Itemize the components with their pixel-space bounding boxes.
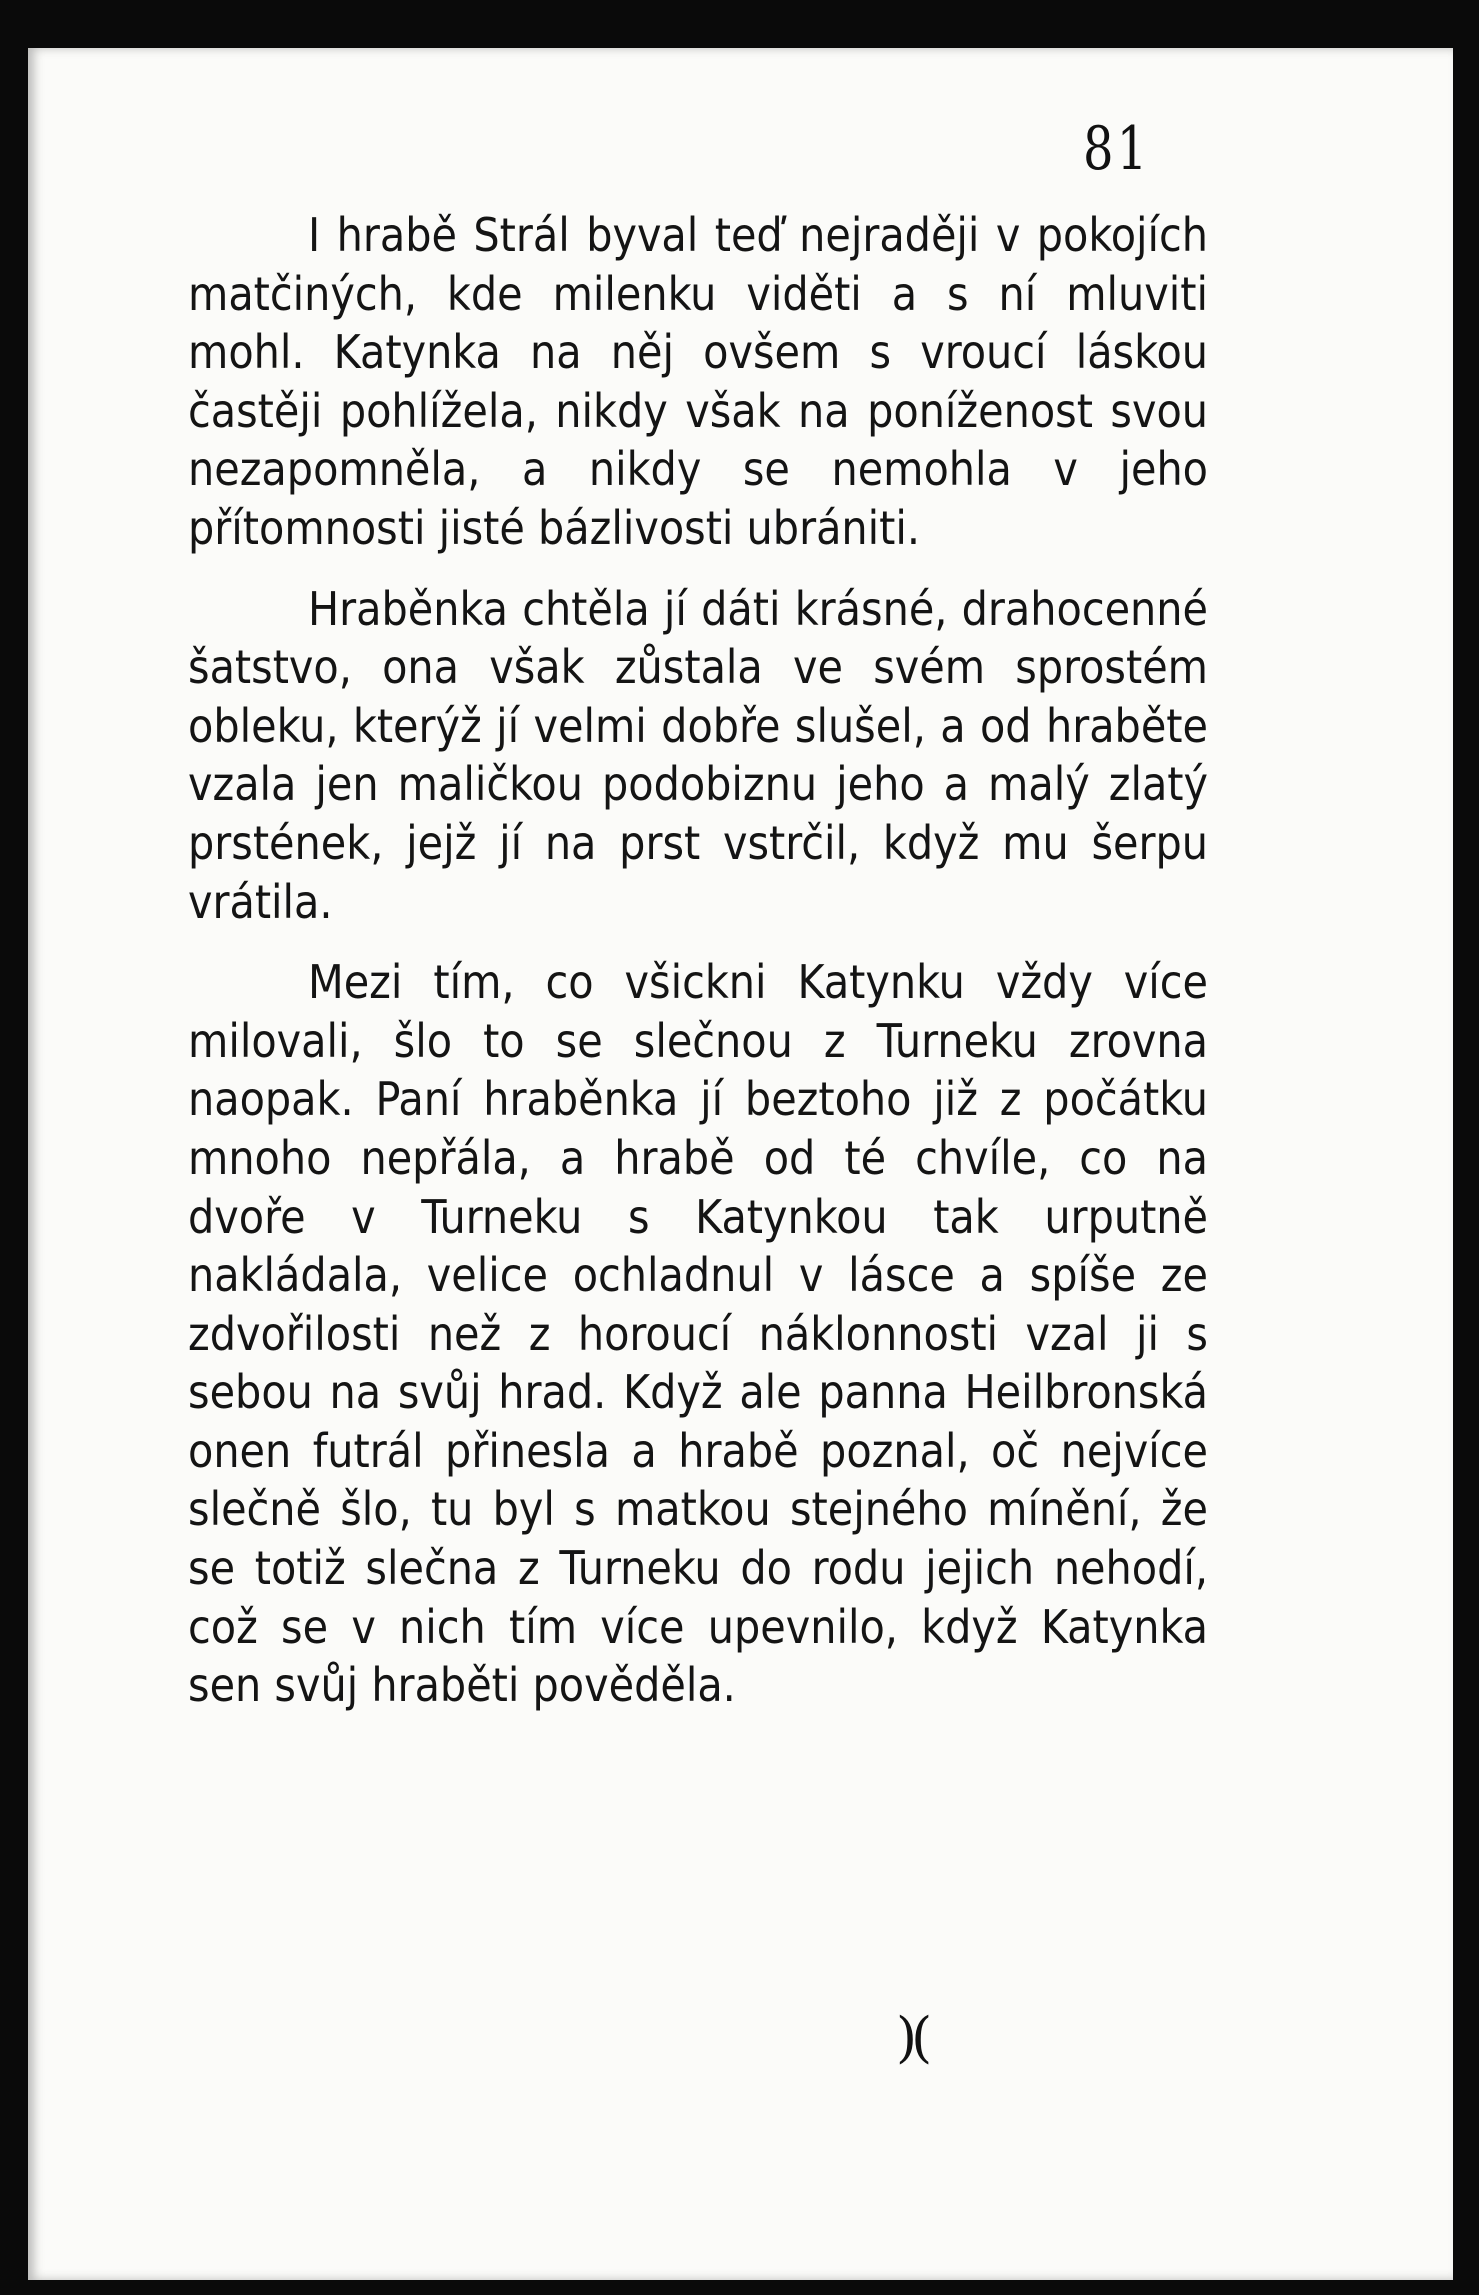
- page-number: 81: [1083, 114, 1151, 184]
- paragraph-2: Hraběnka chtěla jí dáti krásné, drahocenné šatstvo, ona však zůstala ve svém sprostém obleku, kterýž jí velmi dobře slušel, a od hraběte vzala jen maličkou podobiznu jeho a malý zlatý prstének, jejž jí na prst vstrčil, když mu šerpu vrátila.: [188, 581, 1208, 929]
- book-page: [28, 48, 1453, 2280]
- body-text: [188, 206, 1208, 1715]
- end-ornament: )(: [896, 2006, 927, 2069]
- paragraph-3: Mezi tím, co všickni Katynku vždy více milovali, šlo to se slečnou z Turneku zrovna naopak. Paní hraběnka jí beztoho již z počátku mnoho nepřála, a hrabě od té chvíle, co na dvoře v Turneku s Katynkou tak urputně nakládala, velice ochladnul v lásce a spíše ze zdvořilosti než z horoucí náklonnosti vzal ji s sebou na svůj hrad. Když ale panna Heilbronská onen futrál přinesla a hrabě poznal, oč nejvíce slečně šlo, tu byl s matkou stejného mínění, že se totiž slečna z Turneku do rodu jejich nehodí, což se v nich tím více upevnilo, když Katynka sen svůj hraběti pověděla.: [188, 955, 1208, 1713]
- paragraph-1: I hrabě Strál byval teď nejraději v pokojích matčiných, kde milenku viděti a s ní mluviti mohl. Katynka na něj ovšem s vroucí láskou častěji pohlížela, nikdy však na poníženost svou nezapomněla, a nikdy se nemohla v jeho přítomnosti jisté bázlivosti ubrániti.: [188, 208, 1208, 555]
